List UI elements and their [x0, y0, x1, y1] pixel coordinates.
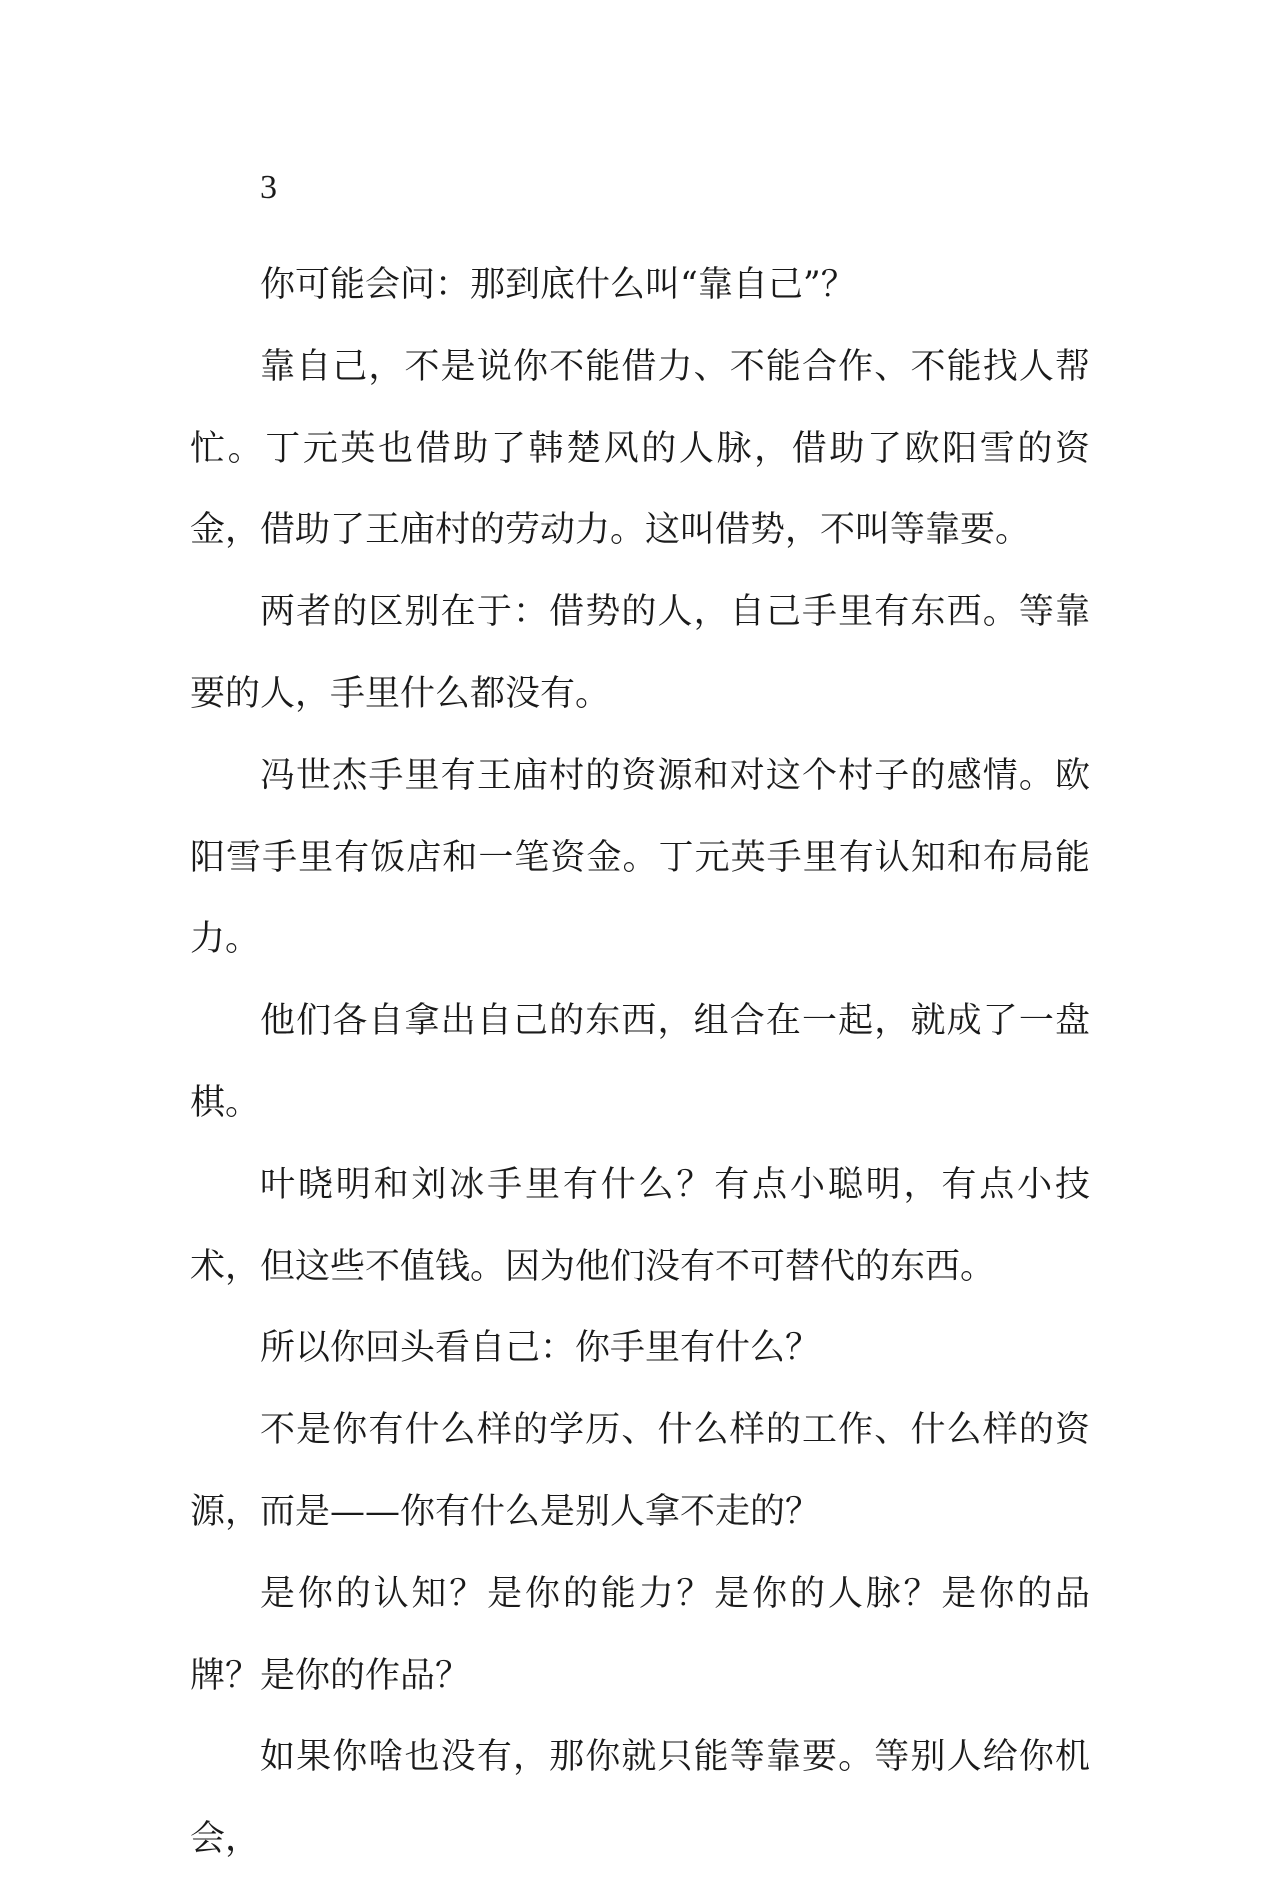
paragraph: 所以你回头看自己：你手里有什么？ [260, 1328, 821, 1369]
paragraph: 是你的认知？是你的能力？是你的人脉？是你的品牌？是你的作品？ [190, 1573, 1090, 1696]
paragraph: 叶晓明和刘冰手里有什么？有点小聪明，有点小技术，但这些不值钱。因为他们没有不可替代的东西。 [190, 1164, 1090, 1287]
paragraph: 他们各自拿出自己的东西，组合在一起，就成了一盘棋。 [190, 1001, 1090, 1123]
paragraph: 冯世杰手里有王庙村的资源和对这个村子的感情。欧阳雪手里有饭店和一笔资金。丁元英手里有认知和布局能力。 [190, 755, 1090, 960]
document-body [190, 170, 1090, 1881]
paragraph: 你可能会问：那到底什么叫“靠自己”？ [260, 265, 856, 305]
paragraph: 靠自己，不是说你不能借力、不能合作、不能找人帮忙。丁元英也借助了韩楚风的人脉，借助了欧阳雪的资金，借助了王庙村的劳动力。这叫借势，不叫等靠要。 [190, 346, 1090, 551]
paragraph: 两者的区别在于：借势的人，自己手里有东西。等靠要的人，手里什么都没有。 [190, 592, 1090, 714]
section-number: 3 [260, 169, 277, 206]
paragraph: 如果你啥也没有，那你就只能等靠要。等别人给你机会， [190, 1737, 1090, 1860]
paragraph: 不是你有什么样的学历、什么样的工作、什么样的资源，而是——你有什么是别人拿不走的？ [190, 1410, 1090, 1532]
